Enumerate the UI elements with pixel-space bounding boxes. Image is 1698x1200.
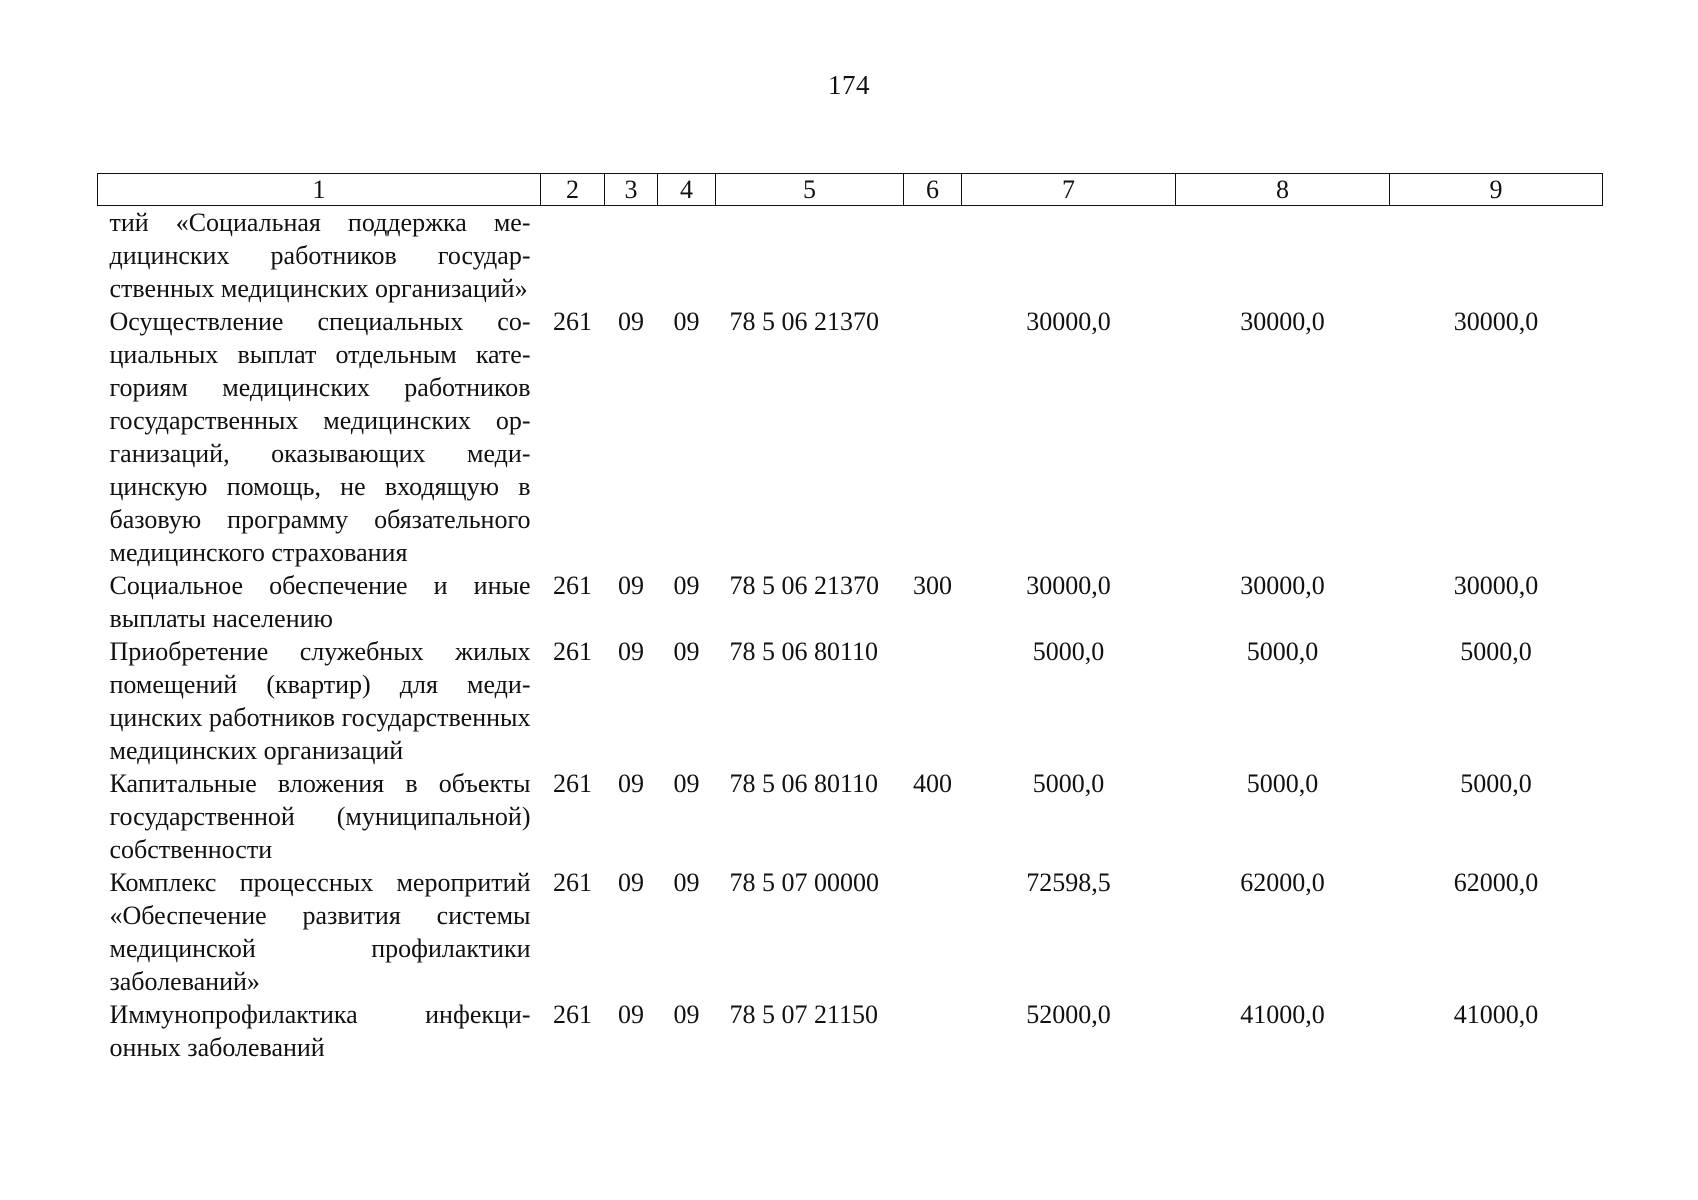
row-ministry-code: 261 bbox=[553, 307, 592, 336]
row-section-code: 09 bbox=[618, 1000, 644, 1029]
row-amount-col7: 30000,0 bbox=[1026, 307, 1111, 336]
header-col-9: 9 bbox=[1390, 174, 1603, 206]
row-section-code: 09 bbox=[618, 307, 644, 336]
row-amount-col7: 5000,0 bbox=[1032, 769, 1105, 798]
table-row bbox=[98, 569, 1603, 635]
row-subsection-code: 09 bbox=[673, 637, 700, 666]
row-amount-col8: 41000,0 bbox=[1240, 1000, 1325, 1029]
header-col-2: 2 bbox=[541, 174, 605, 206]
row-target-article: 78 5 06 80110 bbox=[729, 769, 879, 798]
table-row bbox=[98, 866, 1603, 998]
row-amount-col9: 30000,0 bbox=[1453, 571, 1539, 600]
row-amount-col9: 30000,0 bbox=[1453, 307, 1539, 336]
row-amount-col8: 30000,0 bbox=[1240, 571, 1325, 600]
row-amount-col8: 62000,0 bbox=[1240, 868, 1325, 897]
row-name: Комплекс процессных меропритий «Обеспечение развития системы медицинской профилактики заболеваний» bbox=[109, 868, 531, 996]
header-col-6: 6 bbox=[904, 174, 962, 206]
table-row bbox=[98, 635, 1603, 767]
row-amount-col8 bbox=[1176, 206, 1390, 306]
row-subsection-code: 09 bbox=[673, 307, 700, 336]
row-section-code bbox=[605, 206, 658, 306]
row-amount-col9: 41000,0 bbox=[1453, 1000, 1539, 1029]
row-target-article: 78 5 06 80110 bbox=[729, 637, 879, 666]
row-target-article: 78 5 07 21150 bbox=[729, 1000, 879, 1029]
row-expense-type bbox=[904, 305, 962, 569]
header-col-7: 7 bbox=[962, 174, 1176, 206]
table-row bbox=[98, 767, 1603, 866]
table-row bbox=[98, 206, 1603, 306]
row-ministry-code: 261 bbox=[553, 868, 592, 897]
row-name: тий «Социальная поддержка медицинских работников государственных медицинских организаций» bbox=[109, 208, 531, 303]
row-name: Социальное обеспечение и иные выплаты населению bbox=[109, 571, 531, 633]
row-target-article: 78 5 07 00000 bbox=[729, 868, 879, 897]
row-expense-type: 400 bbox=[913, 769, 952, 798]
table-row bbox=[98, 998, 1603, 1064]
page-number: 174 bbox=[828, 70, 870, 100]
row-section-code: 09 bbox=[618, 637, 644, 666]
row-amount-col9 bbox=[1390, 206, 1603, 306]
row-expense-type bbox=[904, 206, 962, 306]
row-amount-col8: 5000,0 bbox=[1246, 769, 1319, 798]
row-expense-type: 300 bbox=[913, 571, 952, 600]
row-expense-type bbox=[904, 866, 962, 998]
row-amount-col7 bbox=[962, 206, 1176, 306]
header-col-4: 4 bbox=[658, 174, 716, 206]
row-subsection-code: 09 bbox=[673, 868, 700, 897]
row-ministry-code: 261 bbox=[553, 637, 592, 666]
row-ministry-code bbox=[541, 206, 605, 306]
row-expense-type bbox=[904, 998, 962, 1064]
row-target-article: 78 5 06 21370 bbox=[729, 307, 879, 336]
header-col-3: 3 bbox=[605, 174, 658, 206]
row-amount-col9: 62000,0 bbox=[1453, 868, 1539, 897]
row-ministry-code: 261 bbox=[553, 571, 592, 600]
row-amount-col7: 72598,5 bbox=[1026, 868, 1111, 897]
header-col-1: 1 bbox=[98, 174, 541, 206]
row-amount-col7: 52000,0 bbox=[1026, 1000, 1111, 1029]
table-row bbox=[98, 305, 1603, 569]
row-target-article: 78 5 06 21370 bbox=[729, 571, 879, 600]
row-section-code: 09 bbox=[618, 868, 644, 897]
row-ministry-code: 261 bbox=[553, 769, 592, 798]
row-subsection-code: 09 bbox=[673, 1000, 700, 1029]
row-name: Капитальные вложения в объекты государственной (муниципальной) собственности bbox=[109, 769, 531, 864]
row-section-code: 09 bbox=[618, 769, 644, 798]
row-subsection-code: 09 bbox=[673, 769, 700, 798]
budget-table bbox=[97, 173, 1603, 1064]
row-amount-col7: 30000,0 bbox=[1026, 571, 1111, 600]
row-subsection-code: 09 bbox=[673, 571, 700, 600]
row-ministry-code: 261 bbox=[553, 1000, 592, 1029]
row-amount-col7: 5000,0 bbox=[1032, 637, 1105, 666]
row-expense-type bbox=[904, 635, 962, 767]
row-amount-col9: 5000,0 bbox=[1460, 769, 1532, 798]
header-col-8: 8 bbox=[1176, 174, 1390, 206]
row-name: Приобретение служебных жилых помещений (квартир) для медицинских работников государственных медицинских организаций bbox=[109, 637, 531, 765]
row-section-code: 09 bbox=[618, 571, 644, 600]
header-col-5: 5 bbox=[716, 174, 904, 206]
row-name: Осуществление специальных социальных выплат отдельным категориям медицинских работников государственных медицинских организаций, оказывающих медицинскую помощь, не входящую в базовую программу обязательного медицинского страхования bbox=[109, 307, 531, 567]
row-target-article bbox=[716, 206, 904, 306]
row-amount-col8: 5000,0 bbox=[1246, 637, 1319, 666]
row-amount-col9: 5000,0 bbox=[1460, 637, 1532, 666]
row-subsection-code bbox=[658, 206, 716, 306]
table-header-row bbox=[98, 174, 1603, 206]
row-amount-col8: 30000,0 bbox=[1240, 307, 1325, 336]
row-name: Иммунопрофилактика инфекционных заболеваний bbox=[109, 1000, 531, 1062]
